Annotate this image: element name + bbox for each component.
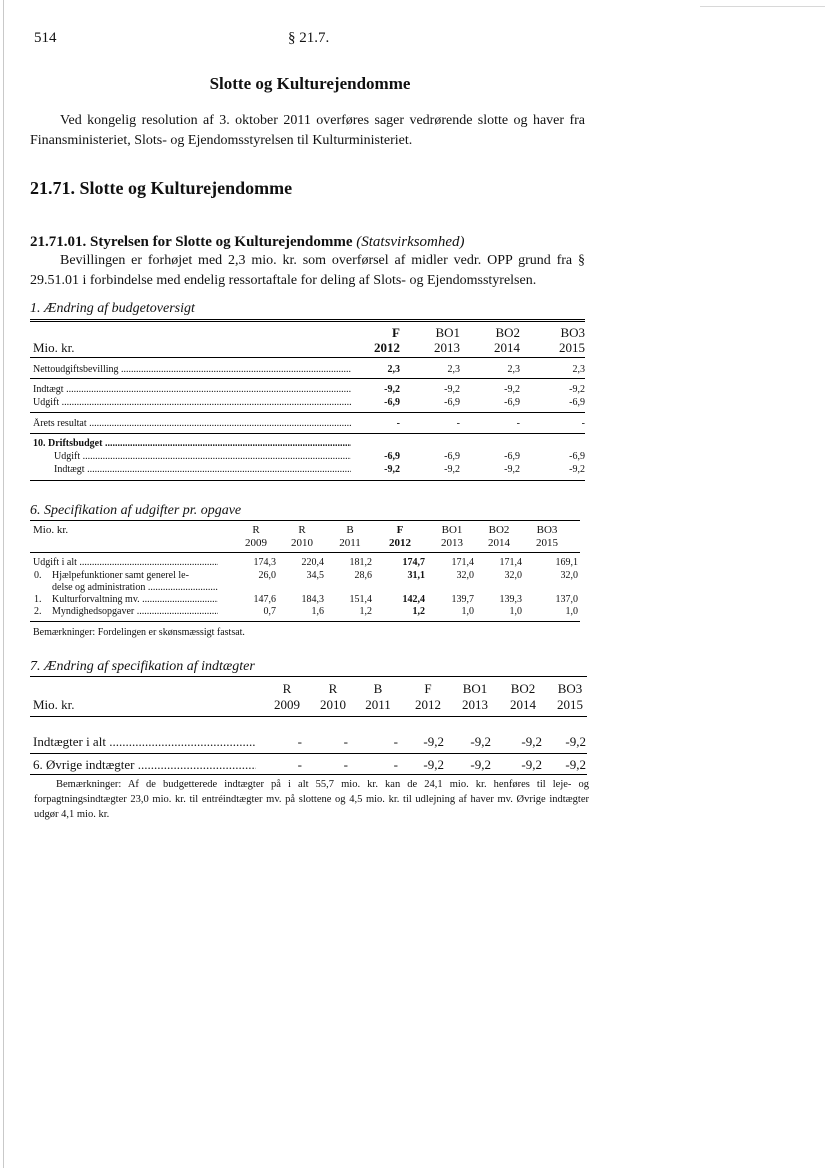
table3-note: Bemærkninger: Af de budgetterede indtægter på i alt 55,7 mio. kr. kan de 24,1 mio. kr. henføres til leje- og forpagtningsindtægter 23,0 mio. kr. til entréindtægter mv. på slottene og 4,5 mio. kr. til udlejning af haver mv. Øvrige indtægter udgør 4,1 mio. kr. <box>34 779 589 820</box>
table3-col-year: 2010 <box>320 697 346 712</box>
table1-rule-header <box>30 357 585 358</box>
table2-col-code: R <box>252 524 260 536</box>
table2-col-code: F <box>396 524 404 536</box>
table2-row-label: Myndighedsopgaver ..... <box>52 606 218 617</box>
table1-row-label: Udgift ..... <box>33 397 351 408</box>
page-title: Slotte og Kulturejendomme <box>209 74 411 93</box>
table2-cell: 1,0 <box>461 606 474 617</box>
table2-row-label: Udgift i alt ..... <box>33 557 218 568</box>
table2-row-number: 1. <box>34 594 42 605</box>
table2-col-code: BO1 <box>441 524 463 536</box>
table2-cell: 151,4 <box>349 594 372 605</box>
table3-cell: -9,2 <box>521 734 542 749</box>
table3-col-year: 2015 <box>557 697 583 712</box>
table2-cell: 184,3 <box>301 594 324 605</box>
table1-cell: -6,9 <box>569 397 585 408</box>
table1-unit-label: Mio. kr. <box>33 340 75 355</box>
table3-cell: -9,2 <box>565 734 586 749</box>
table2-col-code: R <box>298 524 306 536</box>
table3-cell: - <box>343 757 348 772</box>
table3-cell: -9,2 <box>423 757 444 772</box>
table2-col-year: 2009 <box>245 537 267 549</box>
table2-cell: 169,1 <box>555 557 578 568</box>
table1-group-label: 10. Driftsbudget ..... <box>33 438 351 449</box>
table2-cell: 32,0 <box>456 570 474 581</box>
table1-cell: -6,9 <box>504 451 520 462</box>
table2-col-code: B <box>346 524 354 536</box>
table1-cell: 2,3 <box>572 364 585 375</box>
table2-cell: 220,4 <box>301 557 324 568</box>
table3-cell: - <box>297 734 302 749</box>
table2-cell: 1,2 <box>359 606 372 617</box>
table1-cell: - <box>456 418 460 429</box>
table1-row-label: Udgift ..... <box>54 451 351 462</box>
table1-rule-bottom <box>30 480 585 481</box>
table3-row-label: 6. Øvrige indtægter ..... <box>33 757 256 773</box>
table2-col-year: 2015 <box>536 537 558 549</box>
table1-cell: -6,9 <box>504 397 520 408</box>
table1-cell: - <box>396 418 400 429</box>
table3-cell: -9,2 <box>470 734 491 749</box>
table2-cell: 139,3 <box>499 594 522 605</box>
table2-col-year: 2014 <box>488 537 510 549</box>
table1-cell: 2,3 <box>447 364 460 375</box>
table1-col-code: BO2 <box>495 325 520 340</box>
table3-col-code: BO1 <box>462 681 488 696</box>
table1-row-label: Indtægt ..... <box>33 384 351 395</box>
table3-col-year: 2011 <box>365 697 391 712</box>
table2-col-year: 2011 <box>339 537 361 549</box>
table2-rule-header <box>30 552 580 553</box>
table1-col-code: F <box>392 325 400 340</box>
table1-cell: -9,2 <box>444 384 460 395</box>
table2-unit-label: Mio. kr. <box>33 524 69 536</box>
table3-cell: -9,2 <box>470 757 491 772</box>
section-heading <box>30 178 292 199</box>
table1-rule-top-2 <box>30 321 585 322</box>
table1-cell: -9,2 <box>384 384 400 395</box>
table3-rule-top <box>30 676 587 677</box>
table2-cell: 1,6 <box>311 606 324 617</box>
table1-col-code: BO1 <box>435 325 460 340</box>
table1-cell: -6,9 <box>384 397 400 408</box>
table1-cell: 2,3 <box>387 364 400 375</box>
table3-cell: - <box>343 734 348 749</box>
table2-cell: 174,7 <box>402 557 425 568</box>
table1-cell: -6,9 <box>444 397 460 408</box>
table2-cell: 1,0 <box>509 606 522 617</box>
table3-cell: -9,2 <box>565 757 586 772</box>
table2-cell: 174,3 <box>253 557 276 568</box>
table1-rule-top <box>30 319 585 320</box>
table1-col-year: 2014 <box>494 340 520 355</box>
table2-cell: 0,7 <box>263 606 276 617</box>
table1-cell: -6,9 <box>569 451 585 462</box>
table2-col-year: 2012 <box>389 537 411 549</box>
section-number: 21.71. <box>30 178 75 198</box>
table2-cell: 34,5 <box>306 570 324 581</box>
table1-row-label: Årets resultat ..... <box>33 418 351 429</box>
table2-cell: 1,2 <box>412 606 425 617</box>
table1-col-year: 2012 <box>374 340 400 355</box>
table3-rule-header <box>30 716 587 717</box>
table1-caption: 1. Ændring af budgetoversigt <box>30 301 195 316</box>
table2-col-code: BO3 <box>536 524 558 536</box>
table3-cell: - <box>393 757 398 772</box>
table2-cell: 32,0 <box>504 570 522 581</box>
table3-col-code: R <box>328 681 338 696</box>
table2-caption: 6. Specifikation af udgifter pr. opgave <box>30 503 242 518</box>
table2-row-number: 0. <box>34 570 42 581</box>
table2-row-number: 2. <box>34 606 42 617</box>
table1-cell: -6,9 <box>384 451 400 462</box>
table2-cell: 137,0 <box>555 594 578 605</box>
table1-cell: 2,3 <box>507 364 520 375</box>
table1-cell: -9,2 <box>504 384 520 395</box>
table2-col-code: BO2 <box>488 524 510 536</box>
table2-cell: 171,4 <box>499 557 522 568</box>
table3-rule <box>30 753 587 754</box>
scan-left-edge <box>3 0 4 1168</box>
table2-rule-top <box>30 520 580 521</box>
table2-cell: 147,6 <box>253 594 276 605</box>
subsection-number: 21.71.01. <box>30 234 87 250</box>
table2-cell: 171,4 <box>451 557 474 568</box>
table1-cell: -9,2 <box>444 464 460 475</box>
subsection-title: Styrelsen for Slotte og Kulturejendomme <box>90 234 353 250</box>
table3-cell: - <box>297 757 302 772</box>
section-title: Slotte og Kulturejendomme <box>79 178 293 198</box>
table3-cell: -9,2 <box>521 757 542 772</box>
table3-col-year: 2012 <box>415 697 441 712</box>
scan-top-edge <box>700 6 825 7</box>
table1-cell: -9,2 <box>384 464 400 475</box>
table2-note: Bemærkninger: Fordelingen er skønsmæssigt fastsat. <box>33 627 245 638</box>
table3-cell: -9,2 <box>423 734 444 749</box>
table2-cell: 1,0 <box>565 606 578 617</box>
table1-cell: - <box>516 418 520 429</box>
table1-col-year: 2015 <box>559 340 585 355</box>
table1-col-code: BO3 <box>560 325 585 340</box>
table3-caption: 7. Ændring af specifikation af indtægter <box>30 659 255 674</box>
table1-rule <box>30 412 585 413</box>
page-number: 514 <box>34 30 57 46</box>
table2-cell: 142,4 <box>402 594 425 605</box>
table1-cell: -9,2 <box>569 464 585 475</box>
table3-col-year: 2014 <box>510 697 536 712</box>
table1-row-label: Indtægt ..... <box>54 464 351 475</box>
subsection-paragraph: Bevillingen er forhøjet med 2,3 mio. kr. som overførsel af midler vedr. OPP grund fra § 29.51.01 i forbindelse med endelig ressortaftale for deling af Slots- og Ejendomsstyrelsen. <box>30 253 585 288</box>
table2-row-label: Kulturforvaltning mv. ..... <box>52 594 218 605</box>
table2-row-label: Hjælpefunktioner samt generel le- <box>52 570 189 581</box>
table2-cell: 26,0 <box>258 570 276 581</box>
table2-cell: 31,1 <box>407 570 425 581</box>
subsection-kind: (Statsvirksomhed) <box>356 234 465 250</box>
table2-cell: 28,6 <box>354 570 372 581</box>
table3-col-year: 2013 <box>462 697 488 712</box>
table3-col-code: BO3 <box>557 681 583 696</box>
table2-col-year: 2010 <box>291 537 313 549</box>
table2-row-label-cont: delse og administration ..... <box>52 582 218 593</box>
subsection-heading <box>30 234 465 251</box>
table2-cell: 32,0 <box>560 570 578 581</box>
table3-col-year: 2009 <box>274 697 300 712</box>
table1-cell: -6,9 <box>444 451 460 462</box>
table3-col-code: F <box>424 681 432 696</box>
table1-rule <box>30 433 585 434</box>
table2-cell: 139,7 <box>451 594 474 605</box>
table2-rule-bottom <box>30 621 580 622</box>
table1-cell: -9,2 <box>569 384 585 395</box>
intro-paragraph: Ved kongelig resolution af 3. oktober 2011 overføres sager vedrørende slotte og haver fra Finansministeriet, Slots- og Ejendomsstyrelsen til Kulturministeriet. <box>30 113 585 148</box>
table1-cell: - <box>581 418 585 429</box>
table3-col-code: B <box>373 681 383 696</box>
table1-col-year: 2013 <box>434 340 460 355</box>
table3-cell: - <box>393 734 398 749</box>
table3-col-code: BO2 <box>510 681 536 696</box>
table2-col-year: 2013 <box>441 537 463 549</box>
table3-row-label: Indtægter i alt ..... <box>33 734 256 750</box>
section-reference: § 21.7. <box>288 30 330 46</box>
table2-cell: 181,2 <box>349 557 372 568</box>
table1-cell: -9,2 <box>504 464 520 475</box>
table1-row-label: Nettoudgiftsbevilling ..... <box>33 364 351 375</box>
table3-rule-bottom <box>30 774 587 775</box>
table3-unit-label: Mio. kr. <box>33 697 75 712</box>
table3-col-code: R <box>282 681 292 696</box>
table1-rule <box>30 378 585 379</box>
